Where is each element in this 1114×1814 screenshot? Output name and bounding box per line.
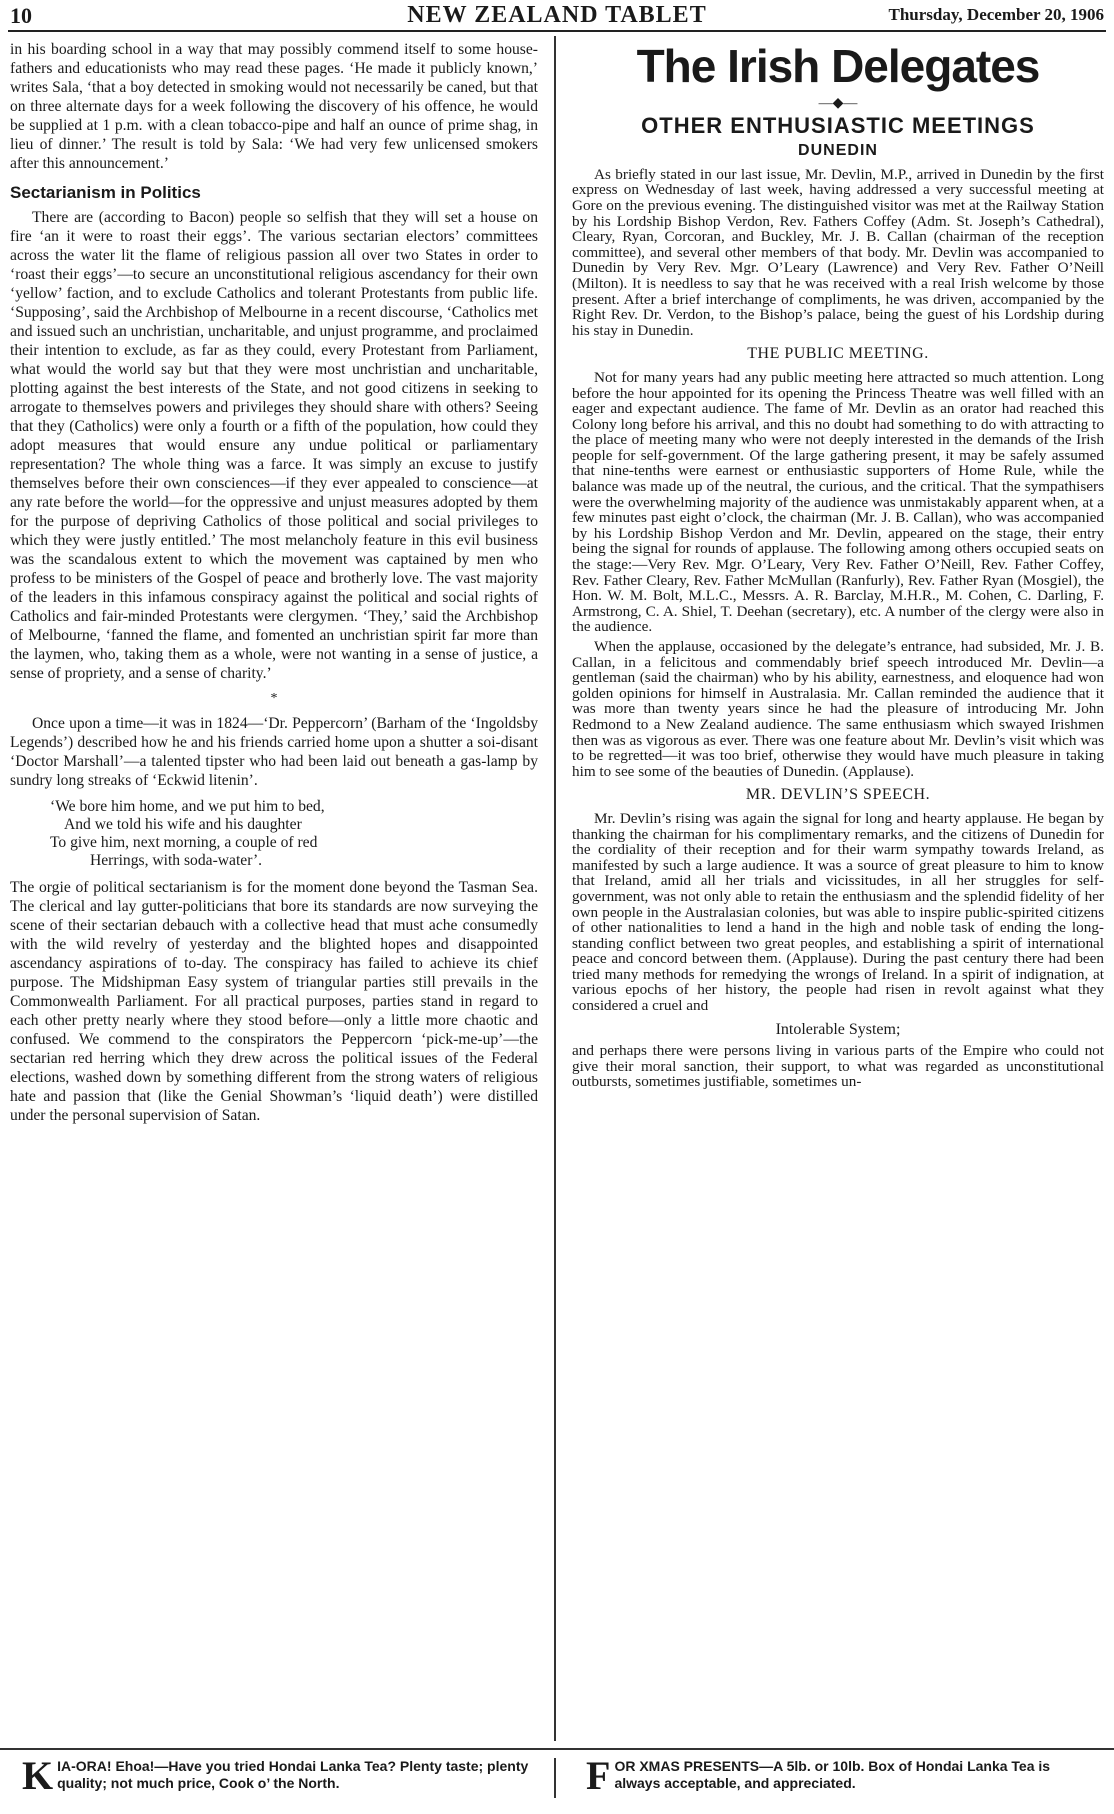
right-paragraph-3: When the applause, occasioned by the delegate’s entrance, had subsided, Mr. J. B. Callan, in a felicitous and commendably brief speech introduced Mr. Devlin—a gentleman (said the chairman) who by his ability, earnestness, and eloquence had won golden opinions for himself in Australasia. Mr. Callan reminded the audience that it was more than twenty years since he had the pleasure of introducing Mr. John Redmond to a New Zealand audience. The same enthusiasm which swayed Irishmen then was as vigorous as ever. There was one feature about Mr. Devlin’s visit which was to be regretted—it was too brief, otherwise they would have much pleasure in taking him to see some of the beauties of Dunedin. (Applause).: [572, 638, 1104, 780]
right-paragraph-2: Not for many years had any public meeting here attracted so much attention. Long before the hour appointed for its opening the Princess Theatre was well filled with an eager and expectant audience. The fame of Mr. Devlin as an orator had reached this Colony long before his arrival, and this no doubt had something to do with attracting to the place of meeting many who were not deeply interested in the demands of the Irish people for self-government. Of the large gathering present, it may be safely assumed that nine-tenths were earnest or enthusiastic supporters of Home Rule, while the balance was made up of the neutral, the curious, and the critical. That the sympathisers were the overwhelming majority of the audience was unmistakably apparent when, at a few minutes past eight o’clock, the chairman (Mr. J. B. Callan), who was accompanied by his Lordship Bishop Verdon and Mr. Devlin, appeared on the stage, their entry being the signal for rounds of applause. The following among others occupied seats on the stage:—Very Rev. Mgr. O’Leary, Very Rev. Father O’Neill, Rev. Father Coffey, Rev. Father Cleary, Rev. Father McMullan (Ranfurly), Rev. Father Ryan (Mosgiel), the Hon. W. M. Bolt, M.L.C., Messrs. A. R. Barclay, M.H.R., M. Cohen, C. Darling, F. Armstrong, C. A. Shiel, T. Deehan (secretary), etc. A number of the clergy were also in the audience.: [572, 368, 1104, 636]
right-paragraph-5: and perhaps there were persons living in various parts of the Empire who could not give their moral sanction, their support, to what was regarded as unconstitutional outbursts, sometimes justifiable, sometimes un-: [572, 1042, 1104, 1091]
verse-quote: [50, 798, 538, 870]
left-paragraph-3: Once upon a time—it was in 1824—‘Dr. Peppercorn’ (Barham of the ‘Ingoldsby Legends’) described how he and his friends carried home upon a shutter a soi-disant ‘Doctor Marshall’—a talented tipster who had been laid out beneath a gas-lamp by sundry long streaks of ‘Eckwid litenin’.: [10, 715, 538, 789]
ornament-divider: —◆—: [818, 96, 858, 111]
page-header: [0, 0, 1114, 30]
right-paragraph-1: As briefly stated in our last issue, Mr. Devlin, M.P., arrived in Dunedin by the first express on Wednesday of last week, having addressed a very successful meeting at Gore on the previous evening. The distinguished visitor was met at the Railway Station by his Lordship Bishop Verdon, Rev. Fathers Coffey (Adm. St. Joseph’s Cathedral), Cleary, Ryan, Corcoran, and Buckley, Mr. J. B. Callan (chairman of the reception committee), and several other members of that body. Mr. Devlin was accompanied to Dunedin by Very Rev. Mgr. O’Leary (Lawrence) and Very Rev. Father O’Neill (Milton). It is needless to say that he was received with a real Irish welcome by those present. After a brief interchange of compliments, he was driven, accompanied by the Right Rev. Dr. Verdon, to the Bishop’s palace, being the guest of his Lordship during his stay in Dunedin.: [572, 165, 1104, 339]
dateline-place: DUNEDIN: [798, 142, 878, 160]
ad-xmas-presents: [586, 1753, 1086, 1798]
left-paragraph-2: There are (according to Bacon) people so selfish that they will set a house on fire ‘an it were to roast their eggs’. The various sectarian electors’ committees across the water lit the flame of religious passion all over two States in order to ‘roast their eggs’—to secure an unconstitutional religious ascendancy for their own ‘yellow’ faction, and to exclude Catholics and tolerant Protestants from public life. ‘Supposing’, said the Archbishop of Melbourne in a recent discourse, ‘Catholics met and issued such an unchristian, uncharitable, and unjust programme, and proclaimed their intention to exclude, as far as they could, every Protestant from Parliament, what would the world say but that they were most unchristian and uncharitable, plotting against the best interests of the State, and not good citizens in seeking to arrogate to themselves powers and privileges they should share with others? Seeing that they (Catholics) were only a fourth or a fifth of the population, how could they adopt measures that would ensure any undue political or parliamentary representation? The whole thing was a farce. It was simply an excuse to justify themselves before their own consciences—if they ever appealed to conscience—at any rate before the world—for the oppressive and unjust measures adopted by them for the purpose of depriving Catholics of those political and social privileges to which they were justly entitled.’ The most melancholy feature in this evil business was the scandalous extent to which the movement was captained by men who profess to be ministers of the Gospel of peace and brotherly love. The vast majority of the leaders in this infamous conspiracy against the political and social rights of Catholics and fair-minded Protestants were clergymen. ‘They,’ said the Archbishop of Melbourne, ‘fanned the flame, and fomented an unchristian spirit far more than the laymen, who, taking them as a whole, were not wanting in a sense of justice, a sense of propriety, and a sense of charity.’: [10, 209, 538, 682]
ad-text: OR XMAS PRESENTS—A 5lb. or 10lb. Box of Hondai Lanka Tea is always acceptable, and appreciated.: [614, 1758, 1051, 1791]
header-rule: [8, 30, 1106, 32]
masthead: NEW ZEALAND TABLET: [407, 2, 707, 28]
left-paragraph-4: The orgie of political sectarianism is for the moment done beyond the Tasman Sea. The clerical and lay gutter-politicians that bore its standards are now surveying the scene of their sectarian debauch with a collective head that must ache consumedly with the wild revelry of yesterday and the blighted hopes and disappointed ascendancy aspirations of to-day. The conspiracy has failed to achieve its chief purpose. The Midshipman Easy system of triangular parties still prevails in the Commonwealth Parliament. For all practical purposes, parties stand in regard to each other pretty nearly where they stood before—only a little more chaotic and confused. We commend to the conspirators the Peppercorn ‘pick-me-up’—the sectarian red herring which they drew across the political issues of the Federal elections, washed down by something different from the strong waters of religious hate and passion that (like the Genial Showman’s ‘liquid death’) were distilled under the personal supervision of Satan.: [10, 879, 538, 1124]
subhead-sectarianism: Sectarianism in Politics: [10, 183, 201, 202]
left-column: [10, 40, 538, 1129]
right-column: [572, 40, 1104, 1094]
ad-kia-ora: [22, 1753, 532, 1798]
article-title: The Irish Delegates: [636, 40, 1040, 92]
column-divider: [554, 36, 556, 1741]
ad-text: IA-ORA! Ehoa!—Have you tried Hondai Lanka Tea? Plenty taste; plenty quality; not much price, Cook o’ the North.: [57, 1758, 529, 1791]
footer-divider: [554, 1758, 556, 1798]
verse-line: ‘We bore him home, and we put him to bed,: [50, 798, 325, 815]
section-star: *: [270, 691, 278, 706]
footer-ads: [0, 1748, 1114, 1814]
page-number: 10: [10, 3, 32, 28]
section-title: OTHER ENTHUSIASTIC MEETINGS: [641, 112, 1035, 138]
subhead-intolerable-system: Intolerable System;: [775, 1020, 901, 1038]
issue-date: Thursday, December 20, 1906: [888, 5, 1104, 24]
drop-cap: F: [586, 1753, 611, 1798]
verse-line: Herrings, with soda-water’.: [90, 852, 263, 869]
subhead-public-meeting: THE PUBLIC MEETING.: [747, 345, 929, 363]
left-paragraph-1: in his boarding school in a way that may possibly commend itself to some house-fathers and educationists who may read these pages. ‘He made it publicly known,’ writes Sala, ‘that a boy detected in smoking would not necessarily be caned, but that on three alternate days for a week following the discovery of his offence, he would be supplied at 1 p.m. with a clean tobacco-pipe and half an ounce of prime shag, in lieu of dinner.’ The result is told by Sala: ‘We had very few unlicensed smokers after this announcement.’: [10, 41, 538, 172]
subhead-devlin-speech: MR. DEVLIN’S SPEECH.: [745, 786, 931, 804]
verse-line: To give him, next morning, a couple of red: [50, 834, 318, 851]
right-paragraph-4: Mr. Devlin’s rising was again the signal for long and hearty applause. He began by thanking the chairman for his complimentary remarks, and the citizens of Dunedin for the cordiality of their reception and for their warm sympathy towards Ireland, as manifested by such a large audience. It was a source of great pleasure to him to know that Ireland, amid all her trials and vicissitudes, in all her struggles for self-government, was not only able to retain the enthusiasm and the splendid fidelity of her own people in the Australasian colonies, but was able to inspire public-spirited citizens of other nationalities to lend a hand in the high and noble task of ending the long-standing conflict between two great peoples, and establishing a spirit of international peace and concord between them. (Applause). During the past century there had been tried many methods for remedying the wrongs of Ireland. In a spirit of indignation, at various epochs of her history, the people had risen in revolt against what they considered a cruel and: [572, 809, 1104, 1015]
drop-cap: K: [22, 1753, 54, 1798]
verse-line: And we told his wife and his daughter: [64, 816, 302, 833]
